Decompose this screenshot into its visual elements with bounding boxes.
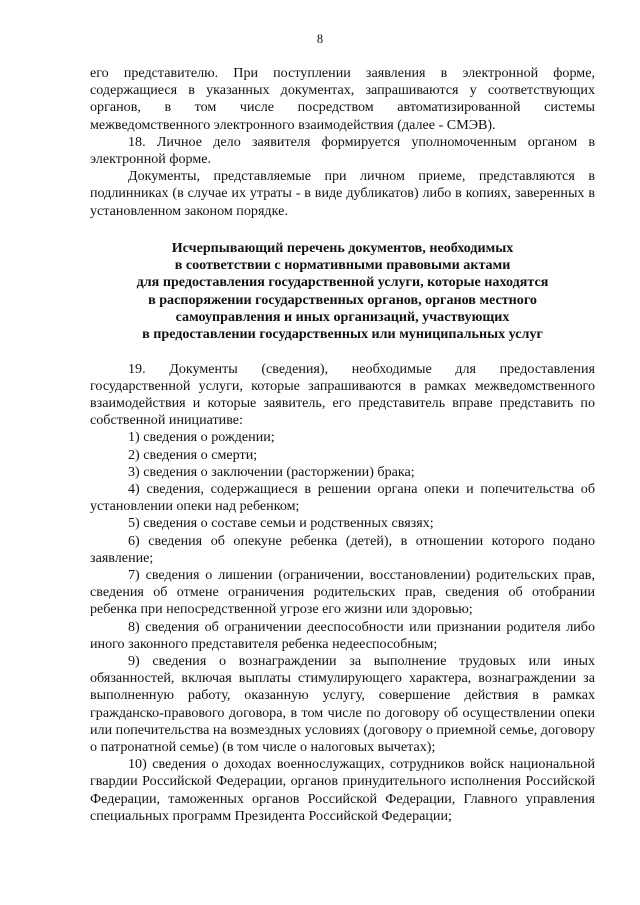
heading-line: самоуправления и иных организаций, участвующих (175, 309, 510, 326)
section-heading (90, 240, 595, 344)
list-item-1: 1) сведения о рождении; (128, 429, 275, 446)
list-item-4: 4) сведения, содержащиеся в решении органа опеки и попечительства об установлении опеки над ребенком; (90, 481, 595, 515)
page-number: 8 (316, 32, 324, 46)
heading-line: Исчерпывающий перечень документов, необходимых (171, 239, 514, 256)
heading-line: для предоставления государственной услуги, которые находятся (136, 274, 549, 291)
list-item-9: 9) сведения о вознаграждении за выполнение трудовых или иных обязанностей, включая выплаты стимулирующего характера, вознаграждении за выполненную работу, оказанную услугу, совершение действия в рамках гражданско-правового договора, в том числе по договору об осуществлении опеки или попечительства на возмездных условиях (договору о приемной семье, договору о патронатной семье) (в том числе о налоговых вычетах); (90, 653, 595, 756)
list-item-10: 10) сведения о доходах военнослужащих, сотрудников войск национальной гвардии Российской Федерации, органов принудительного исполнения Российской Федерации, таможенных органов Российской Федерации, Главного управления специальных программ Президента Российской Федерации; (90, 756, 595, 824)
list-item-3: 3) сведения о заключении (расторжении) брака; (128, 463, 415, 480)
list-item-7: 7) сведения о лишении (ограничении, восстановлении) родительских прав, сведения об отмене ограничения родительских прав, сведения об отобрании ребенка при непосредственной угрозе его жизни или здоровью; (90, 567, 595, 618)
paragraph-item-18: 18. Личное дело заявителя формируется уполномоченным органом в электронной форме. (90, 133, 595, 168)
list-item-8: 8) сведения об ограничении дееспособности или признании родителя либо иного законного представителя ребенка недееспособным; (90, 618, 595, 652)
paragraph-continuation: его представителю. При поступлении заявления в электронной форме, содержащиеся в указанных документах, запрашиваются у соответствующих органов, в том числе посредством автоматизированной системы межведомственного электронного взаимодействия (далее - СМЭВ). (90, 65, 595, 133)
list-item-5: 5) сведения о составе семьи и родственных связях; (128, 515, 434, 532)
heading-line: в соответствии с нормативными правовыми актами (174, 257, 511, 274)
list-item-2: 2) сведения о смерти; (128, 446, 258, 463)
documents-list (90, 361, 595, 825)
heading-line: в распоряжении государственных органов, органов местного (148, 291, 537, 308)
paragraph-item-19: 19. Документы (сведения), необходимые для предоставления государственной услуги, которые запрашиваются в рамках межведомственного взаимодействия и которые заявитель, его представитель вправе представить по собственной инициативе: (90, 360, 595, 429)
list-item-6: 6) сведения об опекуне ребенка (детей), в отношении которого подано заявление; (90, 532, 595, 566)
heading-line: в предоставлении государственных или муниципальных услуг (142, 326, 543, 343)
document-body (90, 65, 595, 825)
paragraph-documents-originals: Документы, представляемые при личном приеме, представляются в подлинниках (в случае их утраты - в виде дубликатов) либо в копиях, заверенных в установленном законом порядке. (90, 168, 595, 219)
